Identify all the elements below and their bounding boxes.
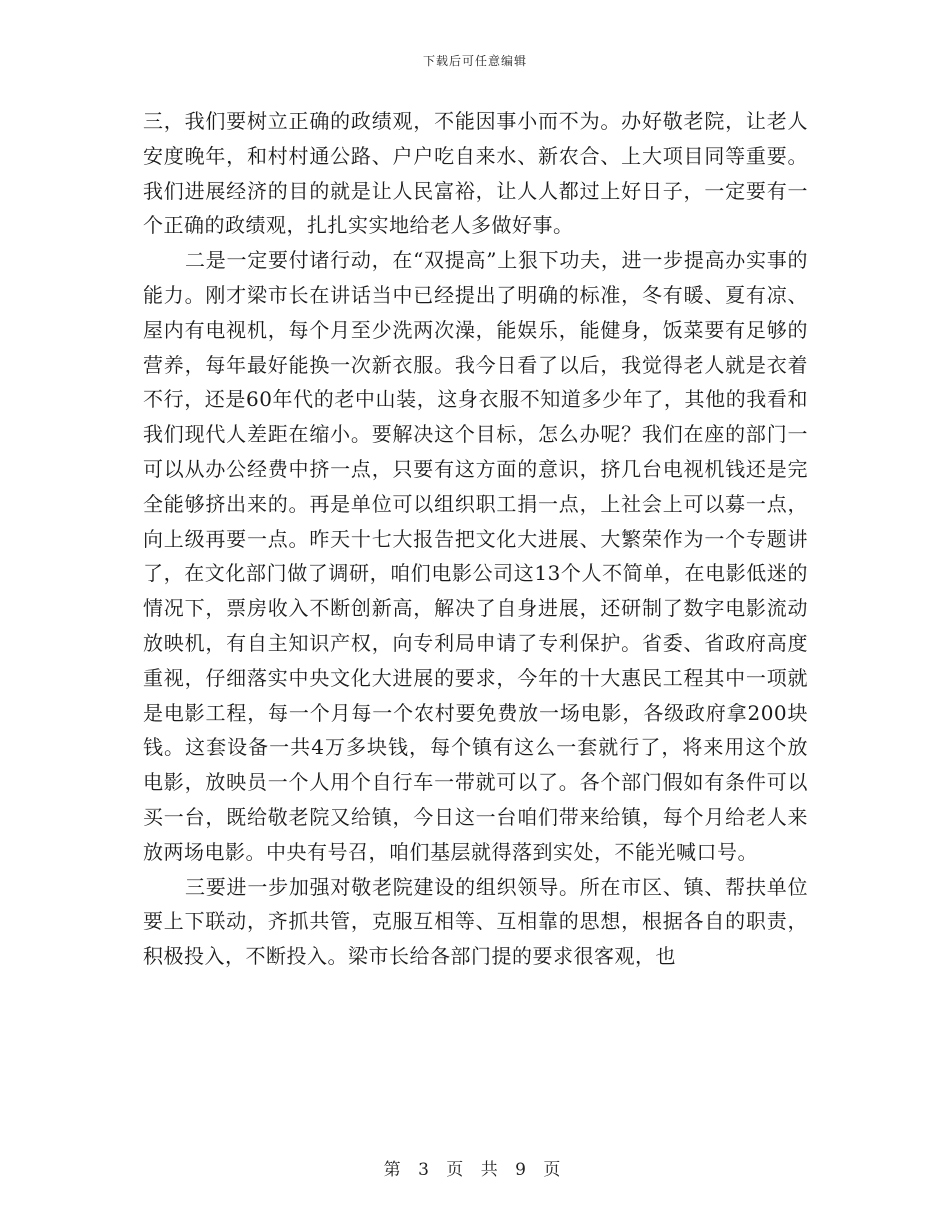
paragraph-3: 三要进一步加强对敬老院建设的组织领导。所在市区、镇、帮扶单位要上下联动，齐抓共管，克服互相等、互相靠的思想，根据各自的职责，积极投入，不断投入。梁市长给各部门提的要求很客观，也 xyxy=(143,874,808,969)
page-number-footer: 第 3 页 共 9 页 xyxy=(383,1160,567,1180)
paragraph-1: 三，我们要树立正确的政绩观，不能因事小而不为。办好敬老院，让老人安度晚年，和村村通公路、户户吃自来水、新农合、上大项目同等重要。我们进展经济的目的就是让人民富裕，让人人都过上好日子，一定要有一个正确的政绩观，扎扎实实地给老人多做好事。 xyxy=(143,109,808,238)
page-header-note: 下载后可任意编辑 xyxy=(422,54,527,68)
paragraph-2: 二是一定要付诸行动，在“双提高”上狠下功夫，进一步提高办实事的能力。刚才梁市长在讲话当中已经提出了明确的标准，冬有暖、夏有凉、屋内有电视机，每个月至少洗两次澡，能娱乐，能健身，饭菜要有足够的营养，每年最好能换一次新衣服。我今日看了以后，我觉得老人就是衣着不行，还是60年代的老中山装，这身衣服不知道多少年了，其他的我看和我们现代人差距在缩小。要解决这个目标，怎么办呢？我们在座的部门一可以从办公经费中挤一点，只要有这方面的意识，挤几台电视机钱还是完全能够挤出来的。再是单位可以组织职工捐一点，上社会上可以募一点，向上级再要一点。昨天十七大报告把文化大进展、大繁荣作为一个专题讲了，在文化部门做了调研，咱们电影公司这13个人不简单，在电影低迷的情况下，票房收入不断创新高，解决了自身进展，还研制了数字电影流动放映机，有自主知识产权，向专利局申请了专利保护。省委、省政府高度重视，仔细落实中央文化大进展的要求，今年的十大惠民工程其中一项就是电影工程，每一个月每一个农村要免费放一场电影，各级政府拿200块钱。这套设备一共4万多块钱，每个镇有这么一套就行了，将来用这个放电影，放映员一个人用个自行车一带就可以了。各个部门假如有条件可以买一台，既给敬老院又给镇，今日这一台咱们带来给镇，每个月给老人来放两场电影。中央有号召，咱们基层就得落到实处，不能光喊口号。 xyxy=(143,248,808,864)
document-body xyxy=(143,104,808,974)
